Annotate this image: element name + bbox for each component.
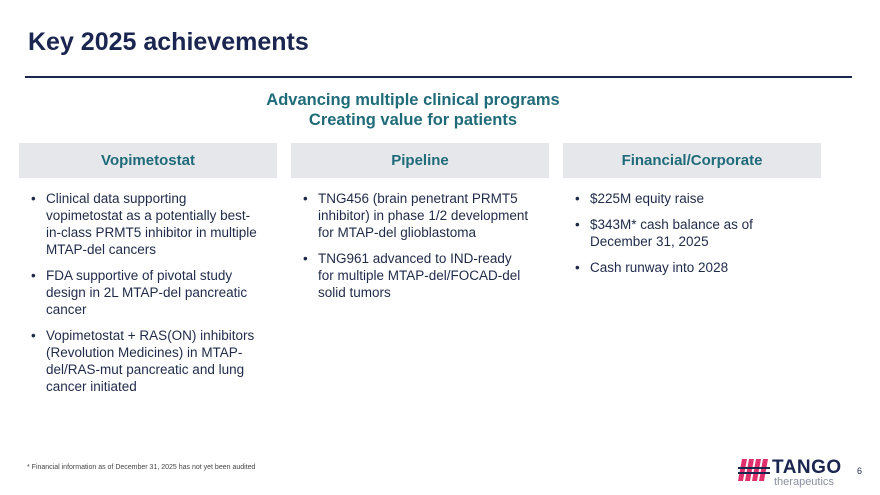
column-pipeline (294, 190, 529, 310)
logo-wordmark: TANGO (772, 457, 842, 478)
bullet-icon: • (303, 191, 308, 206)
bullet-icon: • (575, 217, 580, 232)
subtitle-line-2: Creating value for patients (308, 111, 518, 129)
bullet-icon: • (575, 191, 580, 206)
footnote: * Financial information as of December 31, 2025 has not yet been audited (27, 464, 256, 471)
tango-stripes-icon (738, 459, 770, 481)
bullet-icon: • (575, 260, 580, 275)
bullet-text: FDA supportive of pivotal study design in 2L MTAP-del pancreatic cancer (46, 268, 248, 317)
subtitle-line-1: Advancing multiple clinical programs (266, 91, 560, 109)
column-header-pipeline: Pipeline (291, 143, 549, 178)
tango-logo (738, 455, 840, 489)
list-item (22, 267, 257, 318)
list-item (22, 327, 257, 395)
title-divider (25, 76, 852, 78)
bullet-text: Vopimetostat + RAS(ON) inhibitors (Revolution Medicines) in MTAP-del/RAS-mut pancreatic and lung cancer initiated (46, 328, 255, 394)
bullet-text: TNG961 advanced to IND-ready for multiple MTAP-del/FOCAD-del solid tumors (318, 251, 521, 300)
bullet-text: Cash runway into 2028 (590, 260, 729, 275)
column-header-financial: Financial/Corporate (563, 143, 821, 178)
logo-subtext: therapeutics (774, 476, 834, 488)
list-item (294, 250, 529, 301)
bullet-text: TNG456 (brain penetrant PRMT5 inhibitor) in phase 1/2 development for MTAP-del glioblastoma (318, 191, 529, 240)
bullet-text: Clinical data supporting vopimetostat as a potentially best-in-class PRMT5 inhibitor in multiple MTAP-del cancers (46, 191, 257, 257)
bullet-icon: • (303, 251, 308, 266)
list-item (294, 190, 529, 241)
column-financial (566, 190, 791, 285)
slide-title: Key 2025 achievements (28, 28, 309, 56)
bullet-list (22, 190, 257, 395)
column-header-vopimetostat: Vopimetostat (19, 143, 277, 178)
bullet-text: $225M equity raise (590, 191, 705, 206)
bullet-icon: • (31, 268, 36, 283)
bullet-list (566, 190, 791, 276)
bullet-icon: • (31, 328, 36, 343)
bullet-text: $343M* cash balance as of December 31, 2025 (590, 217, 753, 249)
page-number: 6 (857, 466, 863, 476)
column-vopimetostat (22, 190, 257, 404)
slide-subtitle (0, 90, 826, 130)
bullet-icon: • (31, 191, 36, 206)
list-item (566, 190, 791, 207)
list-item (566, 216, 791, 250)
list-item (22, 190, 257, 258)
bullet-list (294, 190, 529, 301)
list-item (566, 259, 791, 276)
